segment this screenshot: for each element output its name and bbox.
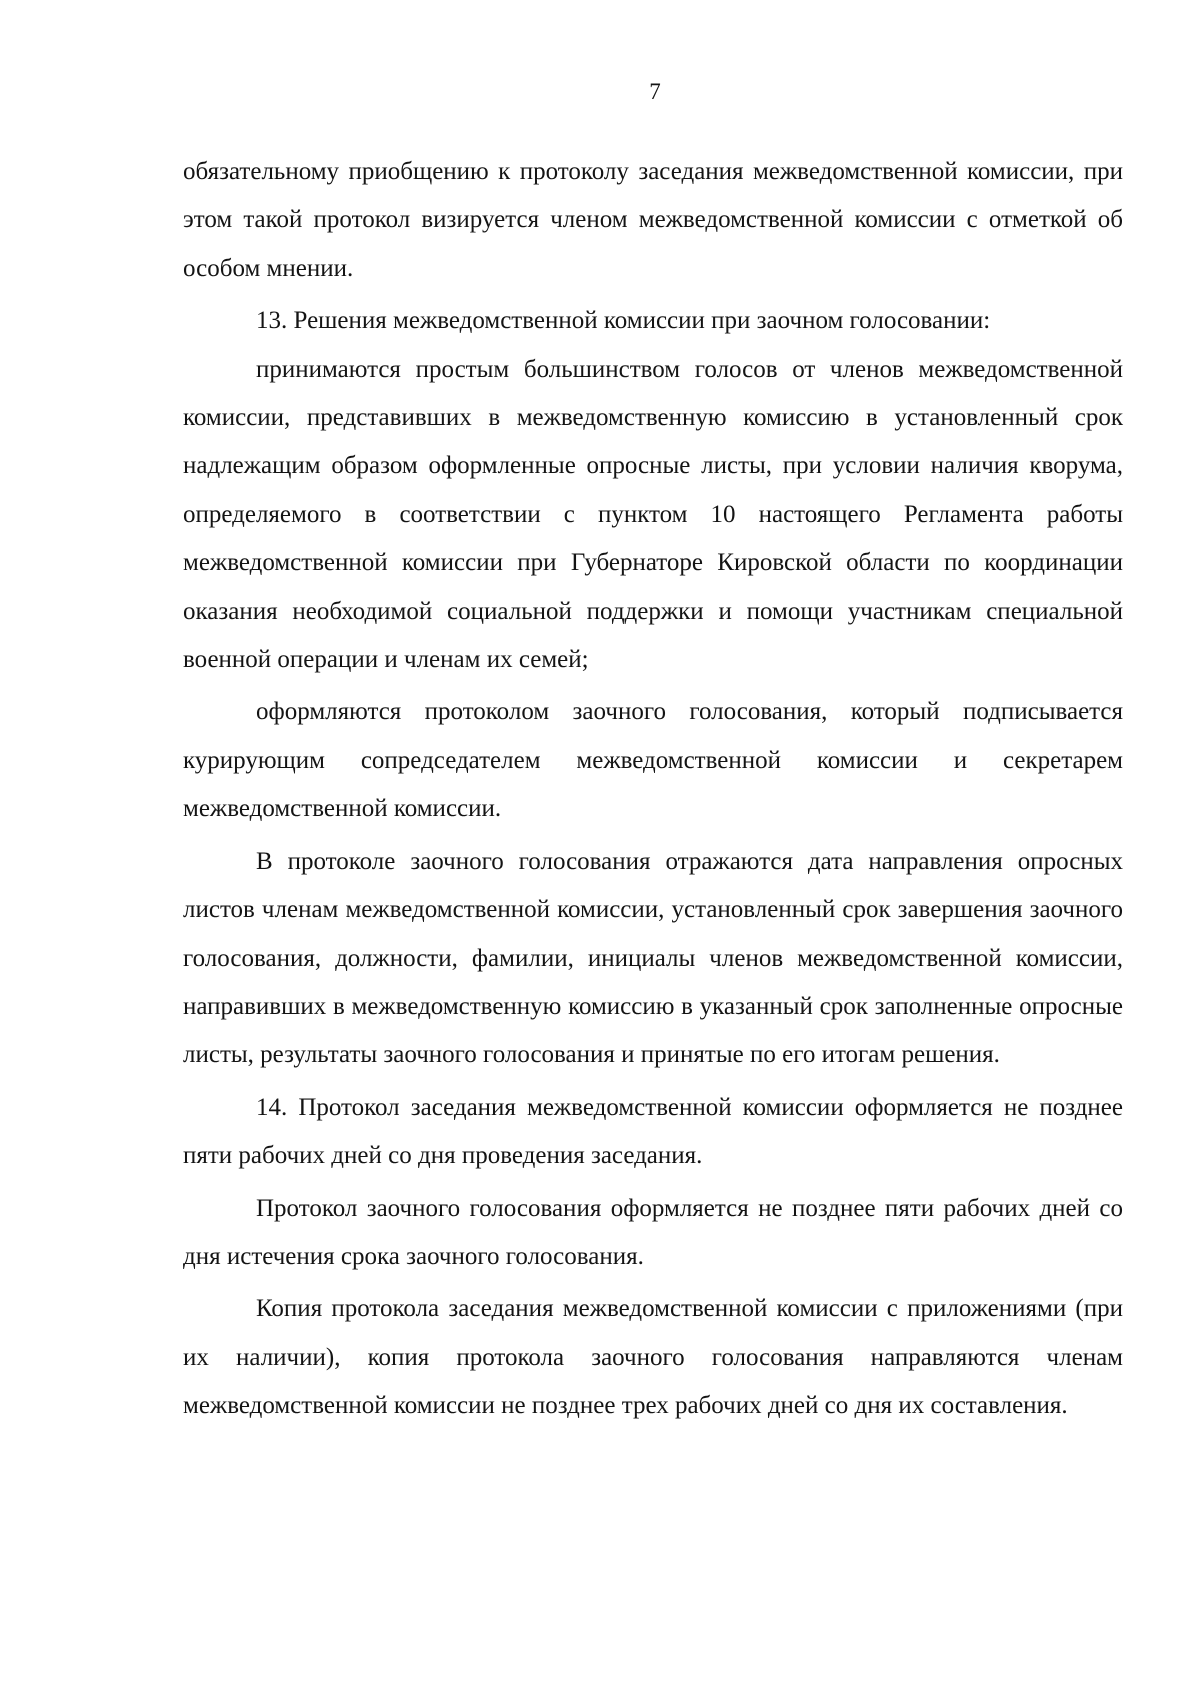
paragraph-absentee-protocol-deadline: Протокол заочного голосования оформляется не позднее пяти рабочих дней со дня истечения срока заочного голосования.	[183, 1194, 1123, 1270]
paragraph-special-opinion: обязательному приобщению к протоколу заседания межведомственной комиссии, при этом такой протокол визируется членом межведомственной комиссии с отметкой об особом мнении.	[183, 158, 1123, 282]
paragraph-absentee-protocol-content: В протоколе заочного голосования отражаются дата направления опросных листов членам межведомственной комиссии, установленный срок завершения заочного голосования, должности, фамилии, инициалы членов межведомственной комиссии, направивших в межведомственную комиссию в указанный срок заполненные опросные листы, результаты заочного голосования и принятые по его итогам решения.	[183, 847, 1123, 1069]
document-body	[183, 148, 1123, 1431]
paragraph-protocol-copies: Копия протокола заседания межведомственной комиссии с приложениями (при их наличии), копия протокола заочного голосования направляются членам межведомственной комиссии не позднее трех рабочих дней со дня их составления.	[183, 1295, 1123, 1420]
paragraph-decisions-formalized: оформляются протоколом заочного голосования, который подписывается курирующим сопредседателем межведомственной комиссии и секретарем межведомственной комиссии.	[183, 698, 1123, 823]
page-number: 7	[649, 79, 661, 104]
paragraph-item-13: 13. Решения межведомственной комиссии при заочном голосовании:	[256, 307, 991, 335]
paragraph-item-14: 14. Протокол заседания межведомственной комиссии оформляется не позднее пяти рабочих дней со дня проведения заседания.	[183, 1093, 1123, 1170]
paragraph-decisions-adopted: принимаются простым большинством голосов от членов межведомственной комиссии, представивших в межведомственную комиссию в установленный срок надлежащим образом оформленные опросные листы, при условии наличия кворума, определяемого в соответствии с пунктом 10 настоящего Регламента работы межведомственной комиссии при Губернаторе Кировской области по координации оказания необходимой социальной поддержки и помощи участникам специальной военной операции и членам их семей;	[183, 355, 1123, 674]
